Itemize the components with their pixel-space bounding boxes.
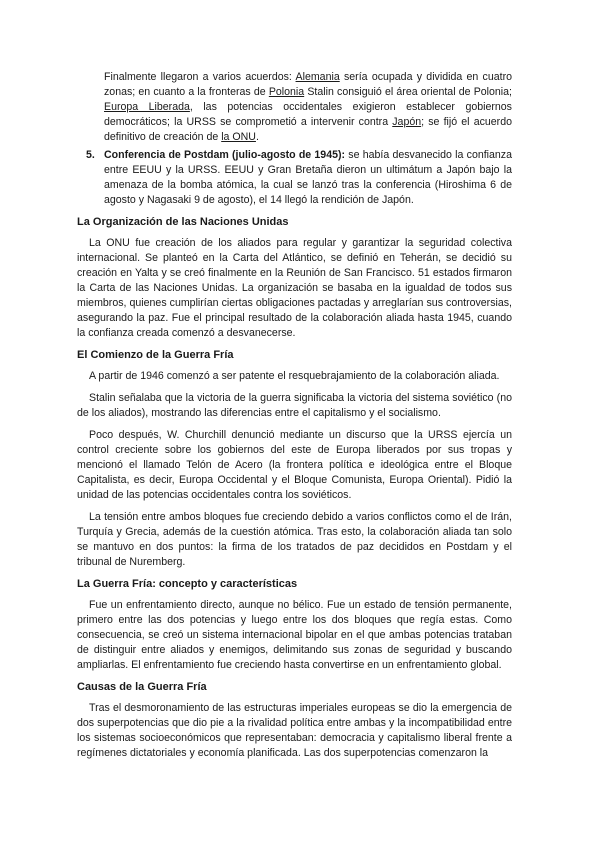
link-europa-liberada[interactable]: Europa Liberada bbox=[104, 101, 190, 113]
text-span: , las potencias occidentales exigieron establecer gobiernos democráticos; la URSS se comprometió a intervenir contra bbox=[104, 101, 512, 128]
potsdam-text: se había desvanecido la confianza entre EEUU y la URSS. EEUU y Gran Bretaña dieron un ultimátum a Japón bajo la amenaza de la bomba atómica, la cual se lanzó tras la conferencia (Hiroshima 6 de agosto y Nagasaki 9 de agosto), el 14 llegó la rendición de Japón. bbox=[104, 149, 512, 206]
heading-concepto: La Guerra Fría: concepto y características bbox=[77, 578, 298, 590]
comienzo-paragraph-3: Poco después, W. Churchill denunció mediante un discurso que la URSS ejercía un control creciente sobre los gobiernos del este de Europa liberados por sus tropas y mencionó el llamado Telón de Acero (la frontera política e ideológica entre el Bloque Capitalista, es decir, Europa Occidental y el Bloque Comunista, Europa Oriental). Pidió la unidad de las potencias occidentales contra los soviéticos. bbox=[77, 429, 512, 501]
onu-paragraph: La ONU fue creación de los aliados para regular y garantizar la seguridad colectiva internacional. Se planteó en la Carta del Atlántico, se definió en Teherán, se decidió su creación en Yalta y se creó finalmente en la Reunión de San Francisco. 51 estados firmaron la Carta de las Naciones Unidas. La organización se basaba en la igualdad de todos sus miembros, quienes cumplirían ciertas obligaciones pactadas y arreglarían sus controversias, asegurando la paz. Fue el principal resultado de la colaboración aliada hasta 1945, cuando la confianza creada comenzó a desvanecerse. bbox=[77, 237, 512, 339]
potsdam-title: Conferencia de Postdam (julio-agosto de 1945): bbox=[104, 149, 346, 161]
text-span: Finalmente llegaron a varios acuerdos: bbox=[104, 71, 296, 83]
text-span: Stalin consiguió el área oriental de Polonia; bbox=[304, 86, 512, 98]
link-japon[interactable]: Japón bbox=[392, 116, 422, 128]
link-alemania[interactable]: Alemania bbox=[295, 71, 340, 83]
potsdam-list-item bbox=[77, 148, 512, 208]
heading-comienzo-guerra-fria: El Comienzo de la Guerra Fría bbox=[77, 349, 234, 361]
yalta-agreements-paragraph bbox=[77, 70, 512, 145]
text-span: sería ocupada y dividida en cuatro zonas; en cuanto a la fronteras de bbox=[104, 71, 512, 98]
link-polonia[interactable]: Polonia bbox=[268, 86, 305, 98]
list-number: 5. bbox=[86, 149, 95, 161]
text-span: . bbox=[255, 131, 259, 143]
comienzo-paragraph-1: A partir de 1946 comenzó a ser patente el resquebrajamiento de la colaboración aliada. bbox=[89, 370, 500, 382]
causas-paragraph: Tras el desmoronamiento de las estructuras imperiales europeas se dio la emergencia de dos superpotencias que dio pie a la rivalidad política entre ambas y la incompatibilidad entre los sistemas socioeconómicos que representaban: democracia y capitalismo liberal frente a regímenes dictatoriales y economía planificada. Las dos superpotencias comenzaron la bbox=[77, 702, 512, 759]
heading-causas: Causas de la Guerra Fría bbox=[77, 681, 207, 693]
text-span: ; se fijó el acuerdo definitivo de creación de bbox=[104, 116, 512, 143]
comienzo-paragraph-4: La tensión entre ambos bloques fue creciendo debido a varios conflictos como el de Irán, Turquía y Grecia, además de la cuestión atómica. Tras esto, la colaboración aliada tan solo se mantuvo en dos puntos: la firma de los tratados de paz decididos en Postdam y el tribunal de Nuremberg. bbox=[77, 511, 512, 568]
comienzo-paragraph-2: Stalin señalaba que la victoria de la guerra significaba la victoria del sistema soviético (no de los aliados), mostrando las diferencias entre el capitalismo y el socialismo. bbox=[77, 392, 512, 419]
link-la-onu[interactable]: la ONU bbox=[221, 131, 256, 143]
concepto-paragraph: Fue un enfrentamiento directo, aunque no bélico. Fue un estado de tensión permanente, primero entre las dos potencias y luego entre los dos bloques que regía estas. Como consecuencia, se creó un sistema internacional bipolar en el que ambas potencias trataban de distinguir entre aliados y enemigos, delimitando sus zonas de seguridad y buscando ampliarlas. El enfrentamiento fue creciendo hasta convertirse en un enfrentamiento global. bbox=[77, 599, 512, 671]
heading-onu: La Organización de las Naciones Unidas bbox=[77, 216, 289, 228]
